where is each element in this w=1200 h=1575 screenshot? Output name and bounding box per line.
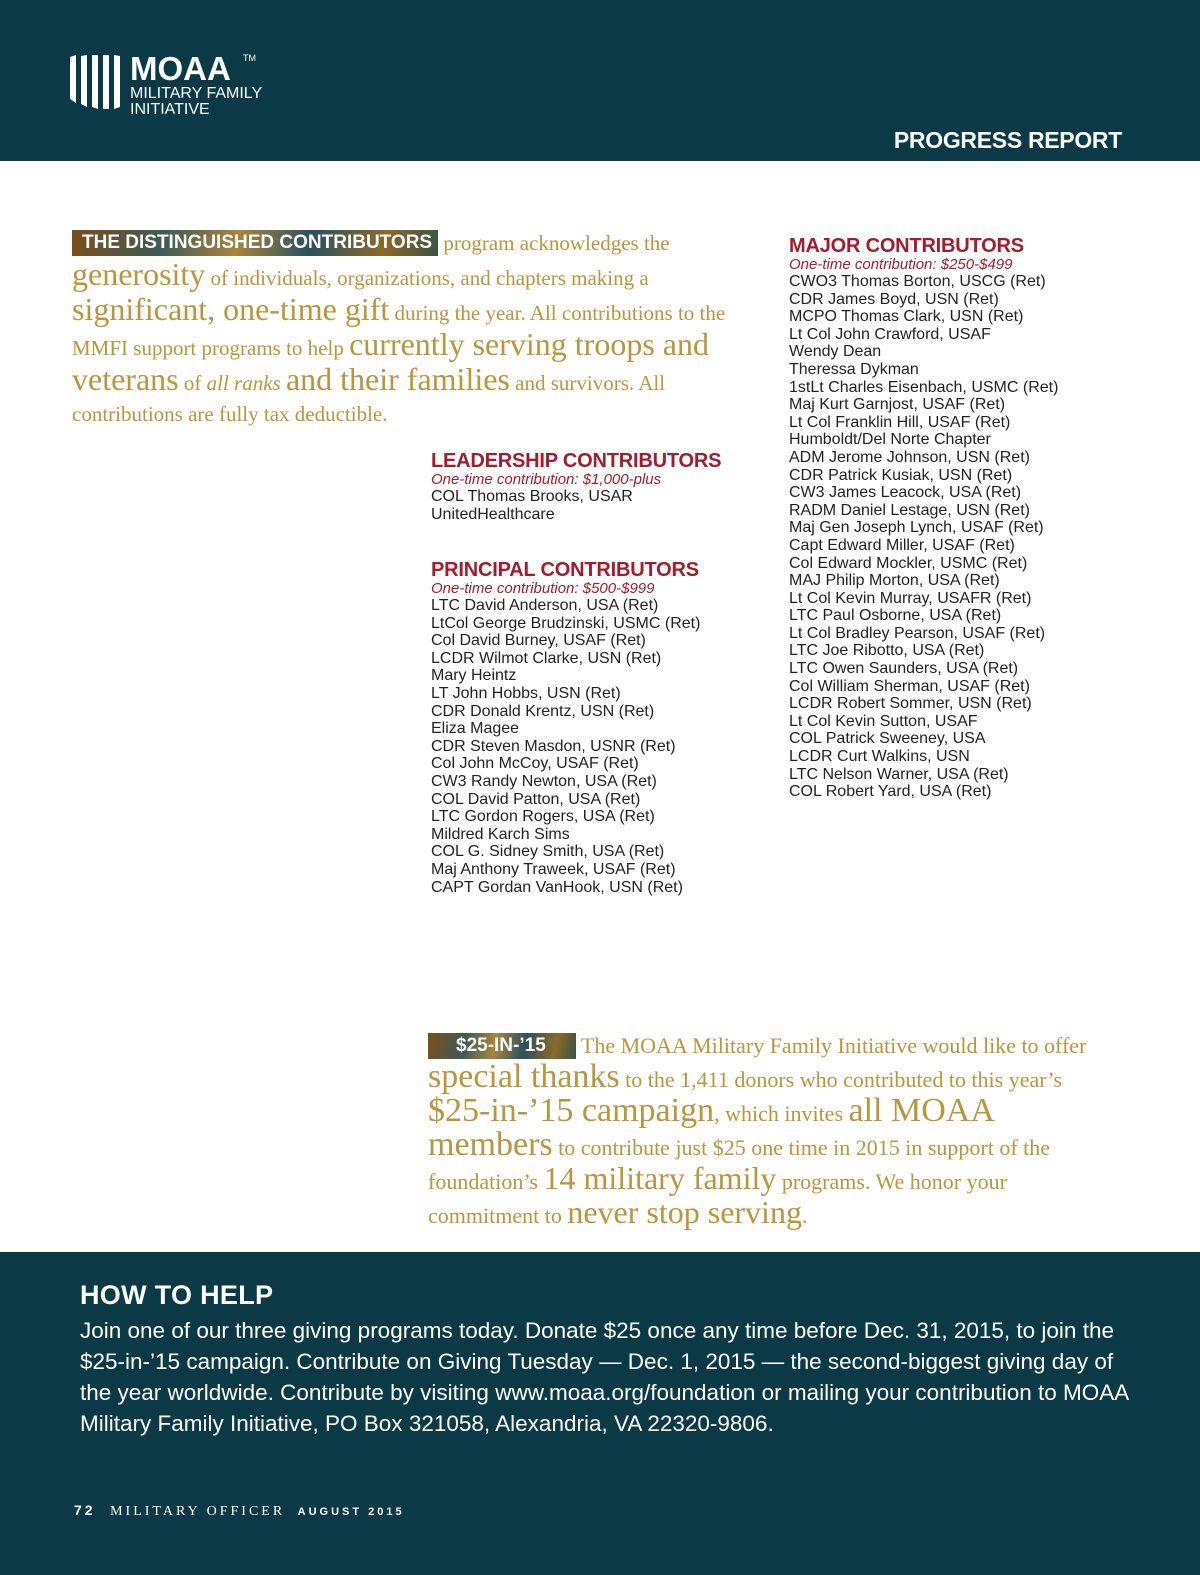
contributor-name: Lt Col Bradley Pearson, USAF (Ret) <box>789 624 1046 642</box>
intro-text: of <box>178 371 207 395</box>
contributor-name: LTC David Anderson, USA (Ret) <box>431 597 659 614</box>
contributor-name: Maj Anthony Traweek, USAF (Ret) <box>431 860 676 878</box>
contributor-name: 1stLt Charles Eisenbach, USMC (Ret) <box>789 378 1059 396</box>
contributor-name: Col John McCoy, USAF (Ret) <box>431 755 639 773</box>
how-to-help-footer <box>0 1252 1200 1575</box>
help-heading: HOW TO HELP <box>80 1280 274 1310</box>
contributor-name: COL Thomas Brooks, USAR <box>431 488 633 505</box>
section-subheading: One-time contribution: $1,000-plus <box>431 471 662 488</box>
intro-emphasis: and their families <box>285 361 510 397</box>
contributor-name: CDR Donald Krentz, USN (Ret) <box>431 702 655 720</box>
contributor-name: CDR Patrick Kusiak, USN (Ret) <box>789 466 1013 484</box>
contributor-name: LTC Gordon Rogers, USA (Ret) <box>431 808 655 826</box>
contributor-name: Lt Col Franklin Hill, USAF (Ret) <box>789 413 1011 431</box>
contributor-name: COL Robert Yard, USA (Ret) <box>789 783 992 801</box>
thanks-emphasis: special thanks <box>428 1058 620 1095</box>
campaign-thanks-paragraph <box>428 1030 1118 1231</box>
contributor-name: UnitedHealthcare <box>431 505 555 523</box>
contributor-name: MAJ Philip Morton, USA (Ret) <box>789 572 1000 590</box>
contributor-name: Mary Heintz <box>431 667 517 685</box>
major-contributors <box>789 235 1129 801</box>
contributor-name: LCDR Wilmot Clarke, USN (Ret) <box>431 649 662 667</box>
contributor-name: COL Patrick Sweeney, USA <box>789 730 986 748</box>
thanks-emphasis: all MOAA members <box>428 1092 994 1163</box>
logo-subtitle <box>130 86 262 118</box>
section-tag: THE DISTINGUISHED CONTRIBUTORS <box>72 230 438 256</box>
contributor-name: Lt Col Kevin Murray, USAFR (Ret) <box>789 589 1032 607</box>
contributor-name: ADM Jerome Johnson, USN (Ret) <box>789 448 1030 466</box>
intro-text: and survivors. All contributions are fully tax deductible. <box>72 371 666 426</box>
contributor-name: LCDR Robert Sommer, USN (Ret) <box>789 695 1032 713</box>
contributor-name: LCDR Curt Walkins, USN <box>789 748 970 766</box>
logo-trademark: TM <box>243 53 256 63</box>
section-subheading: One-time contribution: $250-$499 <box>789 256 1013 273</box>
contributor-name: Humboldt/Del Norte Chapter <box>789 431 991 449</box>
contributor-name: CDR James Boyd, USN (Ret) <box>789 290 999 308</box>
contributor-name: RADM Daniel Lestage, USN (Ret) <box>789 501 1030 519</box>
thanks-text: . <box>801 1203 808 1228</box>
principal-contributors <box>431 559 761 896</box>
page-number: 72 <box>74 1502 96 1518</box>
contributor-name: Wendy Dean <box>789 343 882 361</box>
intro-text: program acknowledges the <box>438 231 670 255</box>
page-folio <box>74 1502 405 1520</box>
contributor-name: CW3 Randy Newton, USA (Ret) <box>431 772 657 790</box>
publication-name: MILITARY OFFICER <box>110 1504 286 1519</box>
thanks-text: programs. We honor your commitment to <box>428 1169 1007 1228</box>
name-list <box>431 597 761 896</box>
thanks-text: The MOAA Military Family Initiative would like to offer <box>575 1033 1087 1058</box>
contributor-name: Col Edward Mockler, USMC (Ret) <box>789 554 1028 572</box>
contributor-name: COL David Patton, USA (Ret) <box>431 790 641 808</box>
intro-emphasis: generosity <box>72 256 206 292</box>
intro-italic: all ranks <box>206 371 281 395</box>
intro-text: of individuals, organizations, and chapters making a <box>205 266 649 290</box>
campaign-tag: $25-IN-’15 <box>428 1033 576 1059</box>
contributor-name: Eliza Magee <box>431 720 520 738</box>
contributor-name: Col David Burney, USAF (Ret) <box>431 632 646 650</box>
thanks-emphasis: 14 military family <box>543 1160 777 1196</box>
leadership-contributors <box>431 450 761 523</box>
contributor-name: Col William Sherman, USAF (Ret) <box>789 677 1030 695</box>
help-body: Join one of our three giving programs today. Donate $25 once any time before Dec. 31, 2015, to join the $25-in-’15 campaign. Contribute on Giving Tuesday — Dec. 1, 2015 — the second-biggest giving day of the year worldwide. Contribute by visiting www.moaa.org/foundation or mailing your contribution to MOAA Military Family Initiative, PO Box 321058, Alexandria, VA 22320-9806. <box>80 1318 1129 1436</box>
thanks-emphasis: never stop serving <box>567 1194 802 1230</box>
section-heading: PRINCIPAL CONTRIBUTORS <box>431 559 699 581</box>
thanks-text: , which invites <box>714 1101 849 1126</box>
contributor-name: COL G. Sidney Smith, USA (Ret) <box>431 843 665 861</box>
header-bar <box>0 0 1200 161</box>
contributor-name: CWO3 Thomas Borton, USCG (Ret) <box>789 273 1046 290</box>
contributor-name: Maj Gen Joseph Lynch, USAF (Ret) <box>789 519 1044 537</box>
contributor-name: Maj Kurt Garnjost, USAF (Ret) <box>789 396 1006 414</box>
contributor-name: LTC Nelson Warner, USA (Ret) <box>789 765 1009 783</box>
contributor-name: LtCol George Brudzinski, USMC (Ret) <box>431 614 701 632</box>
contributor-name: LTC Paul Osborne, USA (Ret) <box>789 607 1002 625</box>
section-heading: MAJOR CONTRIBUTORS <box>789 235 1024 257</box>
contributor-name: MCPO Thomas Clark, USN (Ret) <box>789 308 1024 326</box>
thanks-text: to contribute just $25 one time in 2015 in support of the foundation’s <box>428 1135 1051 1194</box>
logo-wordmark: MOAA <box>130 50 231 87</box>
section-subheading: One-time contribution: $500-$999 <box>431 580 655 597</box>
flag-stripes-icon <box>68 53 126 109</box>
contributor-name: CW3 James Leacock, USA (Ret) <box>789 484 1022 502</box>
contributor-name: Mildred Karch Sims <box>431 825 570 843</box>
intro-text: during the year. All contributions to the MMFI support programs to help <box>72 301 726 360</box>
contributor-name: LTC Joe Ribotto, USA (Ret) <box>789 642 985 660</box>
contributor-name: Lt Col Kevin Sutton, USAF <box>789 712 978 730</box>
intro-emphasis: significant, one-time gift <box>72 291 390 327</box>
page-title: PROGRESS REPORT <box>893 127 1122 153</box>
logo-subtitle-line: MILITARY FAMILY <box>130 85 263 102</box>
name-list <box>789 273 1129 801</box>
contributor-name: CAPT Gordan VanHook, USN (Ret) <box>431 878 683 896</box>
distinguished-contributors-intro <box>72 228 742 430</box>
contributor-name: Lt Col John Crawford, USAF <box>789 325 991 343</box>
issue-date: AUGUST 2015 <box>297 1506 405 1518</box>
section-heading: LEADERSHIP CONTRIBUTORS <box>431 450 722 472</box>
contributor-name: CDR Steven Masdon, USNR (Ret) <box>431 737 676 755</box>
contributor-name: LT John Hobbs, USN (Ret) <box>431 684 621 702</box>
thanks-emphasis: $25-in-’15 campaign <box>428 1092 715 1129</box>
contributor-name: LTC Owen Saunders, USA (Ret) <box>789 660 1019 678</box>
moaa-logo <box>68 51 288 121</box>
contributor-name: Capt Edward Miller, USAF (Ret) <box>789 536 1015 554</box>
name-list <box>431 488 761 523</box>
thanks-text: to the 1,411 donors who contributed to this year’s <box>619 1067 1063 1092</box>
contributor-name: Theressa Dykman <box>789 360 919 378</box>
logo-subtitle-line: INITIATIVE <box>130 101 210 118</box>
intro-emphasis: currently serving troops and veterans <box>72 326 709 397</box>
